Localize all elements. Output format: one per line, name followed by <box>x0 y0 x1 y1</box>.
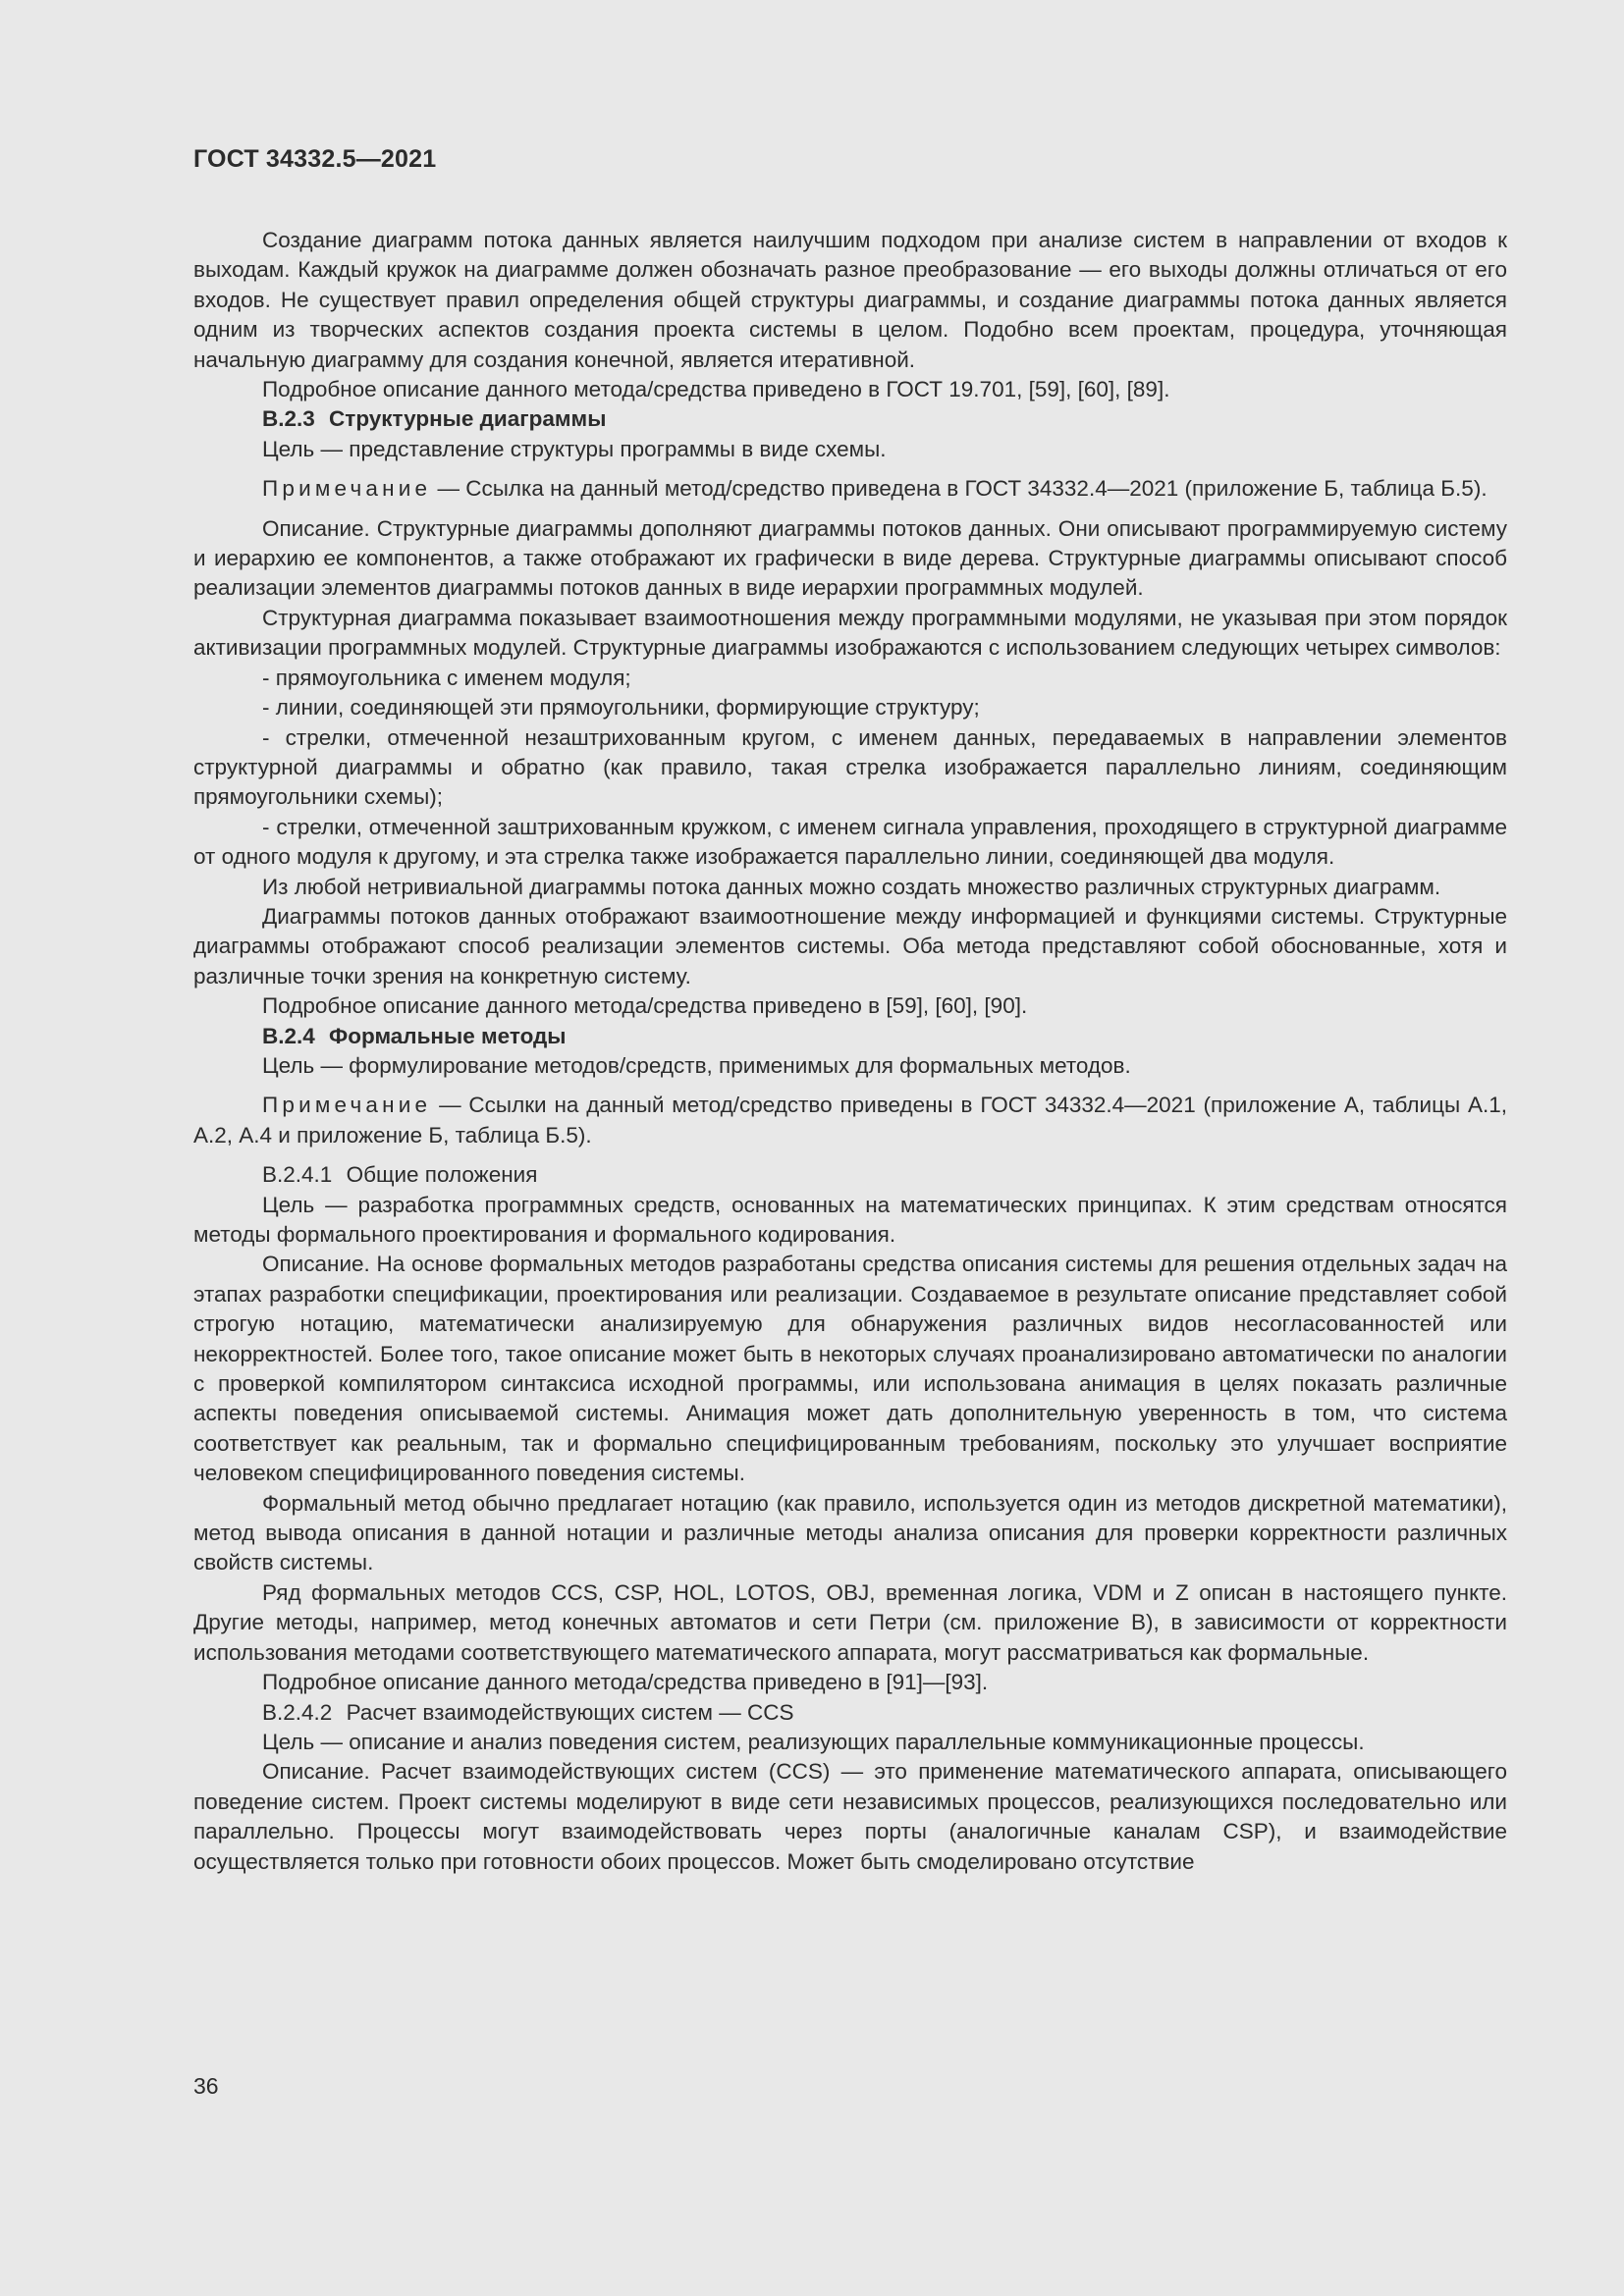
paragraph: Цель — разработка программных средств, основанных на математических принципах. К этим средствам относятся методы формального проектирования и формального кодирования. <box>193 1192 1507 1247</box>
section-title: Структурные диаграммы <box>329 406 607 432</box>
reference-line: Подробное описание данного метода/средства приведено в [59], [60], [90]. <box>262 993 1028 1019</box>
paragraph: Описание. Структурные диаграммы дополняют диаграммы потоков данных. Они описывают программируемую систему и иерархию ее компонентов, а также отображают их графически в виде дерева. Структурные диаграммы описывают способ реализации элементов диаграммы потоков данных в виде иерархии программных модулей. <box>193 515 1507 601</box>
section-number: В.2.3 <box>262 406 315 432</box>
reference-line: Подробное описание данного метода/средства приведено в ГОСТ 19.701, [59], [60], [89]. <box>262 377 1170 402</box>
goal-line: Цель — формулирование методов/средств, применимых для формальных методов. <box>262 1052 1131 1078</box>
note <box>193 1091 1507 1150</box>
goal-line: Цель — представление структуры программы в виде схемы. <box>262 436 887 461</box>
note-text: — Ссылки на данный метод/средство приведены в ГОСТ 34332.4—2021 (приложение А, таблицы А.1, А.2, А.4 и приложение Б, таблица Б.5). <box>193 1093 1507 1148</box>
subsection-title: Общие положения <box>346 1162 538 1188</box>
note <box>193 474 1507 504</box>
subsection-heading <box>193 1698 1507 1728</box>
section-title: Формальные методы <box>329 1023 567 1048</box>
list-item: - стрелки, отмеченной заштрихованным кружком, с именем сигнала управления, проходящего в структурной диаграмме от одного модуля к другому, и эта стрелка также изображается параллельно линии, соединяющей два модуля. <box>193 814 1507 870</box>
document-body <box>193 226 1507 1877</box>
paragraph: Создание диаграмм потока данных является наилучшим подходом при анализе систем в направлении от входов к выходам. Каждый кружок на диаграмме должен обозначать разное преобразование — его выходы должны отличаться от его входов. Не существует правил определения общей структуры диаграммы, и создание диаграммы потока данных является одним из творческих аспектов создания проекта системы в целом. Подобно всем проектам, процедура, уточняющая начальную диаграмму для создания конечной, является итеративной. <box>193 228 1507 372</box>
subsection-heading <box>193 1160 1507 1190</box>
subsection-title: Расчет взаимодействующих систем — CCS <box>346 1699 794 1725</box>
subsection-number: В.2.4.1 <box>262 1162 333 1188</box>
list-item: - линии, соединяющей эти прямоугольники, формирующие структуру; <box>262 695 980 721</box>
paragraph: Описание. Расчет взаимодействующих систем (CCS) — это применение математического аппарата, описывающего поведение систем. Проект системы моделируют в виде сети независимых процессов, реализующихся последовательно или параллельно. Процессы могут взаимодействовать через порты (аналогичные каналам CSP), и взаимодействие осуществляется только при готовности обоих процессов. Может быть смоделировано отсутствие <box>193 1759 1507 1874</box>
subsection-number: В.2.4.2 <box>262 1699 333 1725</box>
section-heading <box>193 1022 1507 1051</box>
paragraph: Из любой нетривиальной диаграммы потока данных можно создать множество различных структурных диаграмм. <box>262 874 1441 899</box>
document-header: ГОСТ 34332.5—2021 <box>193 145 437 173</box>
note-label: Примечание <box>262 1093 432 1118</box>
note-text: — Ссылка на данный метод/средство приведена в ГОСТ 34332.4—2021 (приложение Б, таблица Б.5). <box>431 476 1488 502</box>
paragraph: Ряд формальных методов CCS, CSP, HOL, LOTOS, OBJ, временная логика, VDM и Z описан в настоящего пункте. Другие методы, например, метод конечных автоматов и сети Петри (см. приложение В), в зависимости от корректности использования методами соответствующего математического аппарата, могут рассматриваться как формальные. <box>193 1579 1507 1665</box>
goal-line: Цель — описание и анализ поведения систем, реализующих параллельные коммуникационные процессы. <box>262 1729 1365 1754</box>
section-number: В.2.4 <box>262 1023 315 1048</box>
paragraph: Формальный метод обычно предлагает нотацию (как правило, используется один из методов дискретной математики), метод вывода описания в данной нотации и различные методы анализа описания для проверки корректности различных свойств системы. <box>193 1490 1507 1575</box>
list-item: - стрелки, отмеченной незаштрихованным кругом, с именем данных, передаваемых в направлении элементов структурной диаграммы и обратно (как правило, такая стрелка изображается параллельно линиям, соединяющим прямоугольники схемы); <box>193 724 1507 810</box>
paragraph: Структурная диаграмма показывает взаимоотношения между программными модулями, не указывая при этом порядок активизации программных модулей. Структурные диаграммы изображаются с использованием следующих четырех символов: <box>193 605 1507 661</box>
list-item: - прямоугольника с именем модуля; <box>262 665 631 690</box>
reference-line: Подробное описание данного метода/средства приведено в [91]—[93]. <box>262 1670 989 1695</box>
page-number: 36 <box>193 2073 219 2099</box>
paragraph: Описание. На основе формальных методов разработаны средства описания системы для решения отдельных задач на этапах разработки спецификации, проектирования или реализации. Создаваемое в результате описание представляет собой строгую нотацию, математически анализируемую для обнаружения различных видов несогласованностей или некорректностей. Более того, такое описание может быть в некоторых случаях проанализировано автоматически по аналогии с проверкой компилятором синтаксиса исходной программы, или использована анимация в целях показать различные аспекты поведения описываемой системы. Анимация может дать дополнительную уверенность в том, что система соответствует как реальным, так и формально специфицированным требованиям, поскольку это улучшает восприятие человеком специфицированного поведения системы. <box>193 1252 1507 1486</box>
section-heading <box>193 404 1507 434</box>
paragraph: Диаграммы потоков данных отображают взаимоотношение между информацией и функциями системы. Структурные диаграммы отображают способ реализации элементов системы. Оба метода представляют собой обоснованные, хотя и различные точки зрения на конкретную систему. <box>193 903 1507 988</box>
note-label: Примечание <box>262 476 432 502</box>
